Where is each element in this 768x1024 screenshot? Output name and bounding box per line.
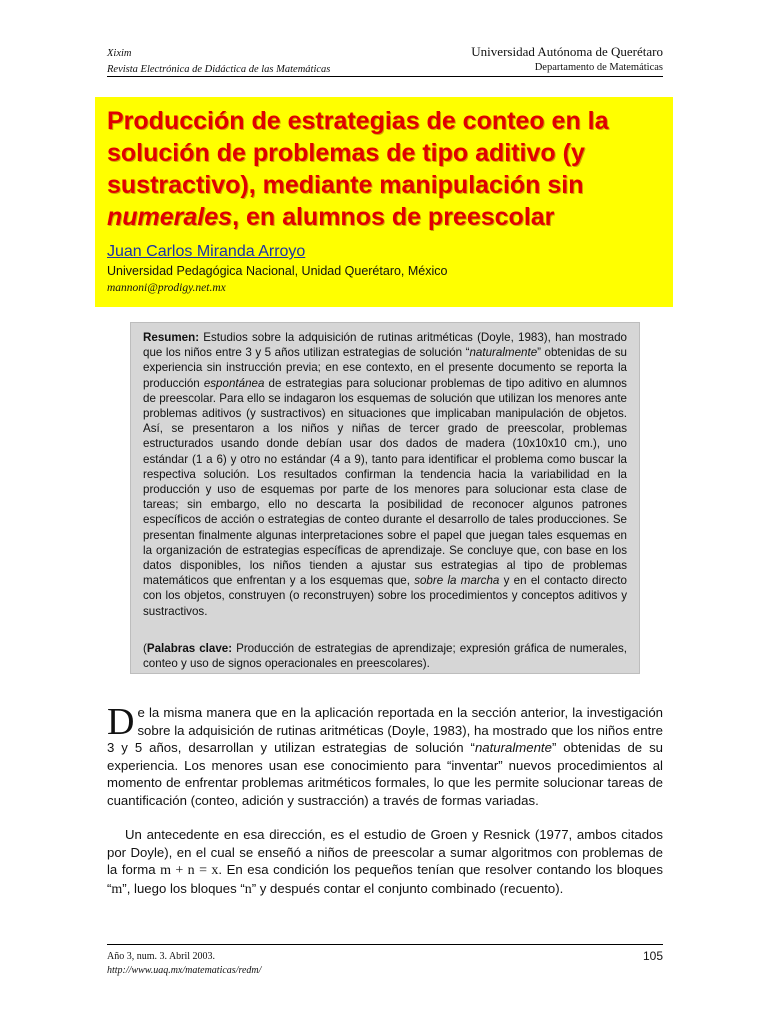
- header-rule: [107, 76, 663, 77]
- author-affiliation: Universidad Pedagógica Nacional, Unidad Querétaro, México: [107, 264, 448, 278]
- keywords-paren: (: [143, 642, 147, 655]
- author-email[interactable]: mannoni@prodigy.net.mx: [107, 282, 226, 294]
- paragraph-segment: Un antecedente en esa dirección, es el estudio de Groen y Resnick (1977, ambos citados por Doyle), en el cual se enseñó a niños de preescolar a sumar algoritmos con problemas de la forma: [107, 827, 663, 878]
- abstract-italic: espontánea: [203, 376, 265, 390]
- author-name[interactable]: Juan Carlos Miranda Arroyo: [107, 243, 306, 260]
- abstract-segment: y en el contacto directo con los objetos, construyen (o reconstruyen) sobre los procedimientos y conceptos aditivos y sustractivos.: [143, 574, 627, 618]
- body-paragraph-1: [107, 701, 663, 810]
- running-header-right: [471, 44, 663, 76]
- footer-rule: [107, 944, 663, 945]
- journal-subtitle: Revista Electrónica de Didáctica de las Matemáticas: [107, 64, 331, 75]
- abstract-segment: Estudios sobre la adquisición de rutinas aritméticas (Doyle, 1983), han mostrado que los niños entre 3 y 5 años utilizan estrategias de solución “: [143, 331, 627, 360]
- university-name: Universidad Autónoma de Querétaro: [471, 44, 663, 59]
- abstract-label: Resumen:: [143, 331, 200, 344]
- paragraph-segment: . En esa condición los pequeños tenían que resolver contando los bloques “: [107, 862, 663, 896]
- abstract-segment: de estrategias para solucionar problemas de tipo aditivo en alumnos de preescolar. Para ello se indagaron los esquemas de solución que utilizan los menores ante problemas aditivos (y sustractivos) en situaciones que implicaban manipulación de objetos. Así, se presentaron a los niños y niñas de tercer grado de preescolar, problemas estructurados usando donde debían usar dos dados de madera (10x10x10 cm.), uno estándar (1 a 6) y otro no estándar (4 a 9), tanto para identificar el problema como buscar la respectiva solución. Los resultados confirman la tendencia hacia la variabilidad en la producción y uso de esquemas por parte de los menores para solucionar esta clase de tareas; sin embargo, ello no descarta la posibilidad de reconocer algunos patrones específicos de acción o estrategias de conteo durante el desarrollo de tales producciones. Se presentan finalmente algunas interpretaciones sobre el papel que juegan tales esquemas en la organización de estrategias específicas de aprendizaje. Se concluye que, con base en los datos disponibles, los niños tienden a ajustar sus estrategias al tipo de problemas matemáticos que enfrentan y a los esquemas que,: [143, 376, 627, 588]
- journal-url[interactable]: http://www.uaq.mx/matematicas/redm/: [107, 965, 262, 976]
- math-variable: m: [111, 881, 123, 897]
- math-expression: m + n = x: [160, 863, 219, 879]
- keywords: [143, 641, 627, 671]
- department-name: Departamento de Matemáticas: [534, 62, 663, 73]
- abstract-italic: sobre la marcha: [414, 574, 500, 588]
- drop-cap: D: [107, 701, 135, 743]
- abstract-segment: ” obtenidas de su experiencia sin instrucción previa; en ese contexto, en el presente documento se reporta la producción: [143, 346, 627, 390]
- paragraph-segment: ” obtenidas de su experiencia. Los menores usan ese conocimiento para “inventar” nuevos procedimientos al momento de enfrentar problemas aritméticos formales, lo que les permite solucionar tareas de cuantificación (conteo, adición y sustracción) a través de formas variadas.: [107, 740, 663, 808]
- page-number: 105: [642, 949, 663, 963]
- keywords-text: Producción de estrategias de aprendizaje; expresión gráfica de numerales, conteo y uso de signos operacionales en preescolares).: [143, 642, 628, 671]
- abstract-box: [130, 322, 640, 674]
- title-text: Producción de estrategias de conteo en la solución de problemas de tipo aditivo (y sustractivo), mediante manipulación sin: [107, 107, 609, 199]
- title-italic: numerales: [107, 203, 233, 231]
- body-paragraph-2: [107, 826, 663, 898]
- article-title: [107, 105, 667, 233]
- paragraph-segment: e la misma manera que en la aplicación reportada en la sección anterior, la investigación sobre la adquisición de rutinas aritméticas (Doyle, 1983), ha mostrado que los niños entre 3 y 5 años, desarrollan y utilizan estrategias de solución “: [107, 705, 663, 756]
- paragraph-segment: ”, luego los bloques “: [122, 880, 245, 896]
- running-header-left: [107, 46, 330, 78]
- abstract-italic: naturalmente: [469, 346, 538, 360]
- footer-left: [107, 950, 261, 978]
- abstract-text: [143, 330, 627, 619]
- paragraph-italic: naturalmente: [474, 740, 552, 756]
- issue-info: Año 3, num. 3. Abril 2003.: [107, 951, 216, 962]
- keywords-label: Palabras clave:: [146, 642, 233, 655]
- journal-name: Xixim: [107, 48, 132, 59]
- title-block: [95, 97, 673, 307]
- title-text-end: , en alumnos de preescolar: [232, 203, 555, 231]
- math-variable: n: [244, 881, 252, 897]
- paragraph-segment: ” y después contar el conjunto combinado (recuento).: [251, 880, 564, 896]
